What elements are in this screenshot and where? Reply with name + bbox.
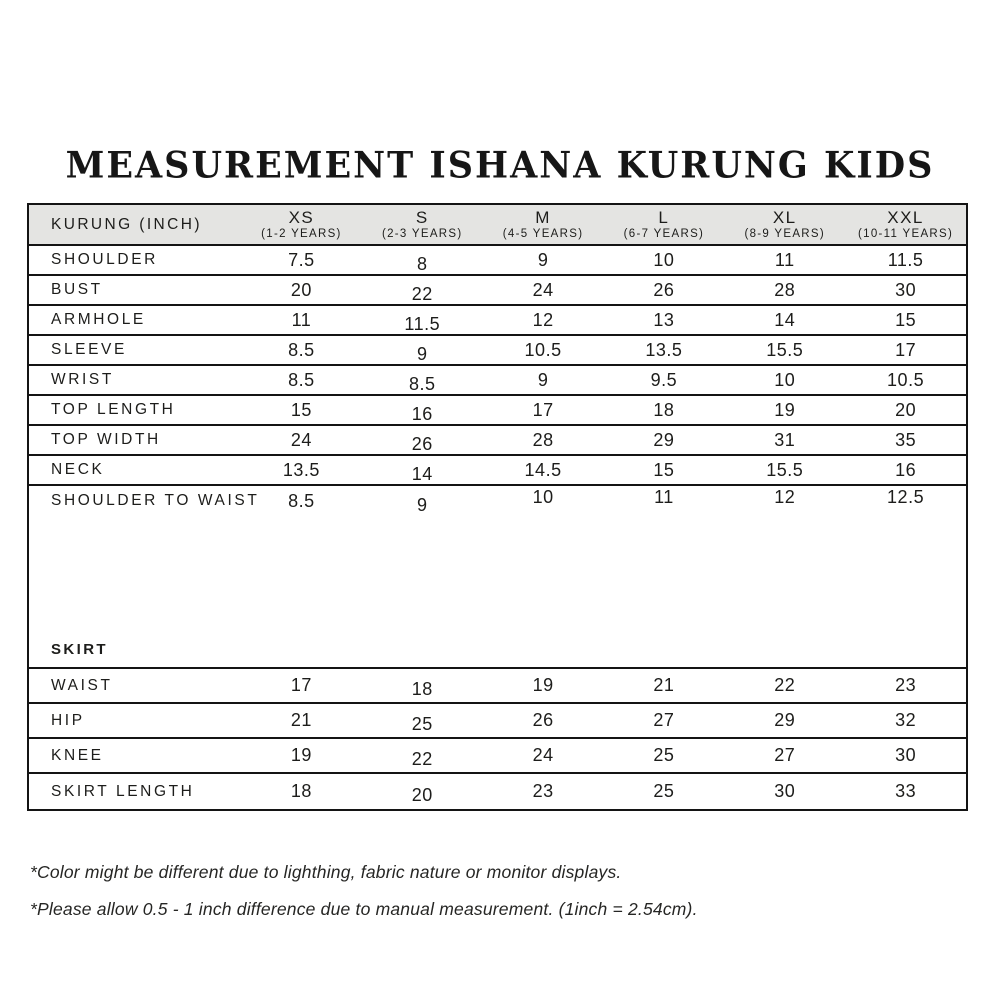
measurement-value: 17 bbox=[532, 399, 554, 420]
measurement-value: 16 bbox=[895, 459, 917, 480]
measurement-value: 10 bbox=[774, 369, 796, 390]
measurement-value: 11 bbox=[654, 486, 674, 507]
measurement-value: 18 bbox=[411, 679, 433, 699]
measurement-value: 27 bbox=[653, 710, 675, 730]
measurement-value: 25 bbox=[653, 745, 675, 765]
measurement-value: 35 bbox=[895, 429, 917, 450]
row-label: HIP bbox=[51, 711, 85, 729]
table-row bbox=[29, 669, 966, 704]
table-row bbox=[29, 704, 966, 739]
measurement-value: 23 bbox=[895, 675, 917, 695]
footnote-color: *Color might be different due to lighthing, fabric nature or monitor displays. bbox=[30, 862, 622, 882]
header-size-cell bbox=[724, 209, 845, 241]
measurement-value: 8.5 bbox=[408, 373, 436, 394]
measurement-value: 21 bbox=[653, 675, 675, 695]
measurement-value: 8.5 bbox=[288, 339, 315, 360]
row-label: SLEEVE bbox=[51, 341, 127, 358]
measurement-value: 30 bbox=[774, 781, 796, 801]
header-size-cell bbox=[483, 209, 604, 241]
row-label: KNEE bbox=[51, 746, 104, 764]
measurement-value: 13 bbox=[653, 309, 675, 330]
measurement-value: 7.5 bbox=[288, 249, 315, 270]
measurement-value: 9 bbox=[537, 369, 549, 390]
table-row bbox=[29, 426, 966, 456]
measurement-value: 15 bbox=[290, 399, 312, 420]
table-row bbox=[29, 774, 966, 809]
row-label: TOP WIDTH bbox=[51, 431, 161, 448]
header-size-cell bbox=[604, 209, 725, 241]
measurement-value: 15 bbox=[895, 309, 917, 330]
measurement-value: 11 bbox=[291, 309, 312, 330]
footnotes bbox=[30, 862, 970, 936]
size-age-range: (1-2 YEARS) bbox=[261, 228, 342, 241]
measurement-value: 19 bbox=[532, 675, 554, 695]
skirt-rows-group bbox=[29, 669, 966, 809]
measurement-value: 8.5 bbox=[288, 490, 315, 511]
measurement-value: 31 bbox=[774, 429, 796, 450]
measurement-value: 25 bbox=[411, 714, 433, 734]
table-row bbox=[29, 739, 966, 774]
measurement-value: 33 bbox=[895, 781, 917, 801]
measurement-value: 22 bbox=[411, 283, 433, 304]
measurement-value: 9 bbox=[416, 494, 428, 515]
measurement-value: 10.5 bbox=[524, 339, 562, 360]
measurement-value: 30 bbox=[895, 745, 917, 765]
measurement-value: 28 bbox=[532, 429, 554, 450]
size-age-range: (10-11 YEARS) bbox=[858, 228, 954, 241]
size-name: S bbox=[415, 207, 429, 227]
measurement-value: 12 bbox=[532, 309, 554, 330]
skirt-section-label: SKIRT bbox=[51, 641, 108, 658]
measurement-value: 11 bbox=[774, 249, 795, 270]
row-label: WRIST bbox=[51, 371, 114, 388]
header-size-cell bbox=[845, 209, 966, 241]
measurement-value: 12 bbox=[774, 486, 796, 507]
measurement-value: 17 bbox=[895, 339, 917, 360]
kurung-rows-group bbox=[29, 246, 966, 516]
measurement-value: 13.5 bbox=[645, 339, 683, 360]
measurement-value: 8 bbox=[416, 253, 428, 274]
skirt-section-block bbox=[29, 516, 966, 669]
table-row bbox=[29, 336, 966, 366]
measurement-value: 28 bbox=[774, 279, 796, 300]
measurement-value: 19 bbox=[290, 745, 312, 765]
size-age-range: (8-9 YEARS) bbox=[744, 228, 826, 241]
table-row bbox=[29, 276, 966, 306]
measurement-value: 24 bbox=[532, 279, 554, 300]
measurement-value: 20 bbox=[411, 785, 433, 805]
measurement-value: 21 bbox=[290, 710, 312, 730]
measurement-value: 14.5 bbox=[524, 459, 562, 480]
measurement-value: 30 bbox=[895, 279, 917, 300]
table-header-row bbox=[29, 205, 966, 246]
measurement-value: 26 bbox=[653, 279, 675, 300]
measurement-value: 25 bbox=[653, 781, 675, 801]
measurement-value: 18 bbox=[290, 781, 312, 801]
size-age-range: (6-7 YEARS) bbox=[623, 228, 705, 241]
measurement-value: 23 bbox=[532, 781, 554, 801]
row-label: SHOULDER TO WAIST bbox=[51, 492, 260, 509]
row-label: WAIST bbox=[51, 676, 113, 694]
row-label: TOP LENGTH bbox=[51, 401, 176, 418]
measurement-value: 24 bbox=[532, 745, 554, 765]
row-label: ARMHOLE bbox=[51, 311, 146, 328]
row-label: SKIRT LENGTH bbox=[51, 782, 195, 800]
table-row bbox=[29, 246, 966, 276]
measurement-value: 12.5 bbox=[887, 486, 925, 507]
measurement-value: 16 bbox=[411, 403, 433, 424]
measurement-value: 32 bbox=[895, 710, 917, 730]
measurement-value: 14 bbox=[774, 309, 796, 330]
row-label: NECK bbox=[51, 461, 105, 478]
measurement-value: 27 bbox=[774, 745, 796, 765]
size-age-range: (4-5 YEARS) bbox=[502, 228, 584, 241]
measurement-value: 22 bbox=[411, 749, 433, 769]
measurement-value: 20 bbox=[290, 279, 312, 300]
size-name: M bbox=[535, 207, 551, 227]
measurement-value: 17 bbox=[290, 675, 312, 695]
table-row bbox=[29, 306, 966, 336]
row-label: BUST bbox=[51, 281, 103, 298]
size-name: XXL bbox=[887, 207, 924, 227]
measurement-value: 11.5 bbox=[887, 249, 924, 270]
measurement-value: 24 bbox=[290, 429, 312, 450]
table-row bbox=[29, 396, 966, 426]
measurement-value: 18 bbox=[653, 399, 675, 420]
measurement-value: 19 bbox=[774, 399, 796, 420]
measurement-value: 22 bbox=[774, 675, 796, 695]
measurement-value: 20 bbox=[895, 399, 917, 420]
measurement-value: 10 bbox=[653, 249, 675, 270]
measurement-value: 14 bbox=[411, 463, 433, 484]
size-name: XL bbox=[772, 207, 797, 227]
page-title: MEASUREMENT ISHANA KURUNG KIDS bbox=[65, 144, 935, 188]
measurement-value: 9.5 bbox=[650, 369, 678, 390]
header-label: KURUNG (INCH) bbox=[51, 215, 202, 233]
measurement-value: 26 bbox=[411, 433, 433, 454]
measurement-value: 10.5 bbox=[887, 369, 925, 390]
measurement-value: 15.5 bbox=[766, 459, 804, 480]
measurement-value: 26 bbox=[532, 710, 554, 730]
size-name: XS bbox=[288, 207, 315, 227]
header-size-cell bbox=[362, 209, 483, 241]
measurement-value: 29 bbox=[774, 710, 796, 730]
table-row bbox=[29, 486, 966, 516]
measurement-value: 15 bbox=[653, 459, 675, 480]
measurement-value: 15.5 bbox=[766, 339, 804, 360]
measurement-value: 29 bbox=[653, 429, 675, 450]
measurement-value: 13.5 bbox=[282, 459, 320, 480]
measurement-value: 9 bbox=[416, 343, 428, 364]
row-label: SHOULDER bbox=[51, 251, 158, 268]
header-size-cell bbox=[241, 209, 362, 241]
measurement-value: 11.5 bbox=[404, 313, 441, 334]
measurement-value: 8.5 bbox=[288, 369, 315, 390]
footnote-measurement: *Please allow 0.5 - 1 inch difference due to manual measurement. (1inch = 2.54cm). bbox=[30, 899, 698, 919]
measurement-table bbox=[27, 203, 968, 811]
measurement-value: 9 bbox=[537, 249, 549, 270]
size-name: L bbox=[658, 207, 670, 227]
table-row bbox=[29, 456, 966, 486]
table-row bbox=[29, 366, 966, 396]
size-age-range: (2-3 YEARS) bbox=[381, 228, 463, 241]
measurement-value: 10 bbox=[532, 486, 554, 507]
